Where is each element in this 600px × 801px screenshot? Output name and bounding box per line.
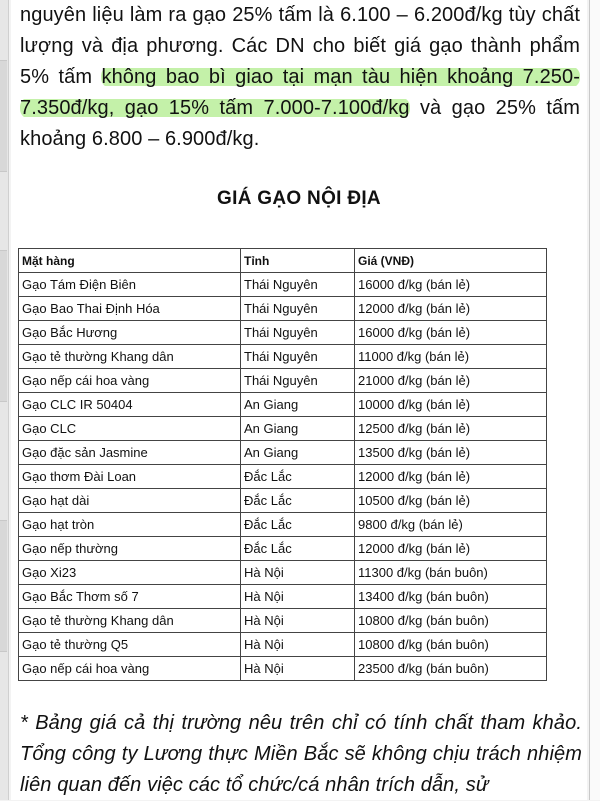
table-row [19,657,547,681]
cell-province: Thái Nguyên [241,369,355,393]
cell-province: Đắc Lắc [241,465,355,489]
cell-product: Gạo nếp thường [19,537,241,561]
left-page-edge [0,0,9,800]
cell-province: Thái Nguyên [241,273,355,297]
cell-province: Hà Nội [241,609,355,633]
disclaimer-note: * Bảng giá cả thị trường nêu trên chỉ có tính chất tham khảo. Tổng công ty Lương thực Miền Bắc sẽ không chịu trách nhiệm liên quan đến việc các tổ chức/cá nhân trích dẫn, sử [20,712,582,796]
cell-price: 10500 đ/kg (bán lẻ) [355,489,547,513]
table-row [19,369,547,393]
table-title: GIÁ GẠO NỘI ĐỊA [217,188,381,209]
cell-product: Gạo Bao Thai Định Hóa [19,297,241,321]
table-row [19,561,547,585]
table-header-row [19,249,547,273]
cell-price: 21000 đ/kg (bán lẻ) [355,369,547,393]
cell-price: 23500 đ/kg (bán buôn) [355,657,547,681]
table-row [19,465,547,489]
cell-province: Đắc Lắc [241,489,355,513]
intro-text-end: và gạo 25% tấm khoảng 6.800 – 6.900đ/kg. [20,97,581,150]
cell-price: 16000 đ/kg (bán lẻ) [355,321,547,345]
cell-product: Gạo tẻ thường Khang dân [19,345,241,369]
article-content [11,0,587,800]
cell-product: Gạo đặc sản Jasmine [19,441,241,465]
cell-product: Gạo hạt dài [19,489,241,513]
cell-price: 10000 đ/kg (bán lẻ) [355,393,547,417]
table-row [19,585,547,609]
cell-product: Gạo hạt tròn [19,513,241,537]
cell-province: Thái Nguyên [241,345,355,369]
cell-province: Thái Nguyên [241,297,355,321]
cell-price: 11000 đ/kg (bán lẻ) [355,345,547,369]
cell-price: 13400 đ/kg (bán buôn) [355,585,547,609]
cell-price: 13500 đ/kg (bán lẻ) [355,441,547,465]
table-row [19,273,547,297]
cell-product: Gạo thơm Đài Loan [19,465,241,489]
cell-product: Gạo Tám Điện Biên [19,273,241,297]
cell-province: Đắc Lắc [241,537,355,561]
table-row [19,345,547,369]
cell-province: Thái Nguyên [241,321,355,345]
cell-product: Gạo nếp cái hoa vàng [19,369,241,393]
table-row [19,417,547,441]
cell-price: 16000 đ/kg (bán lẻ) [355,273,547,297]
price-table [18,248,547,681]
header-cell-province: Tỉnh [241,249,355,273]
cell-price: 10800 đ/kg (bán buôn) [355,609,547,633]
cell-product: Gạo Bắc Hương [19,321,241,345]
cell-product: Gạo Bắc Thơm số 7 [19,585,241,609]
table-row [19,393,547,417]
cell-product: Gạo CLC [19,417,241,441]
table-row [19,321,547,345]
left-rail-segment [0,250,7,402]
cell-product: Gạo CLC IR 50404 [19,393,241,417]
cell-product: Gạo Xi23 [19,561,241,585]
cell-province: An Giang [241,393,355,417]
cell-province: An Giang [241,417,355,441]
cell-province: Đắc Lắc [241,513,355,537]
cell-province: An Giang [241,441,355,465]
table-row [19,441,547,465]
table-row [19,297,547,321]
cell-price: 10800 đ/kg (bán buôn) [355,633,547,657]
cell-province: Hà Nội [241,633,355,657]
table-row [19,609,547,633]
intro-paragraph [20,0,580,155]
cell-price: 12000 đ/kg (bán lẻ) [355,465,547,489]
table-row [19,489,547,513]
cell-price: 12500 đ/kg (bán lẻ) [355,417,547,441]
left-rail-segment [0,60,7,172]
cell-price: 12000 đ/kg (bán lẻ) [355,537,547,561]
header-cell-product: Mặt hàng [19,249,241,273]
cell-product: Gạo nếp cái hoa vàng [19,657,241,681]
highlighted-text[interactable]: không bao bì giao tại mạn tàu hiện khoảng 7.250-7.350đ/kg, gạo 15% tấm 7.000-7.100đ/kg [20,66,580,119]
cell-province: Hà Nội [241,657,355,681]
table-row [19,633,547,657]
cell-product: Gạo tẻ thường Q5 [19,633,241,657]
cell-price: 11300 đ/kg (bán buôn) [355,561,547,585]
table-row [19,537,547,561]
table-row [19,513,547,537]
intro-text: nguyên liệu làm ra gạo 25% tấm là 6.100 – 6.200đ/kg tùy chất lượng và địa phương. Các DN cho biết giá gạo thành phẩm 5% tấm [20,4,580,88]
cell-province: Hà Nội [241,561,355,585]
cell-product: Gạo tẻ thường Khang dân [19,609,241,633]
header-cell-price: Giá (VNĐ) [355,249,547,273]
scrollbar-track[interactable] [589,0,600,800]
table-body [19,273,547,681]
cell-price: 9800 đ/kg (bán lẻ) [355,513,547,537]
left-rail-segment [0,520,7,652]
cell-province: Hà Nội [241,585,355,609]
cell-price: 12000 đ/kg (bán lẻ) [355,297,547,321]
